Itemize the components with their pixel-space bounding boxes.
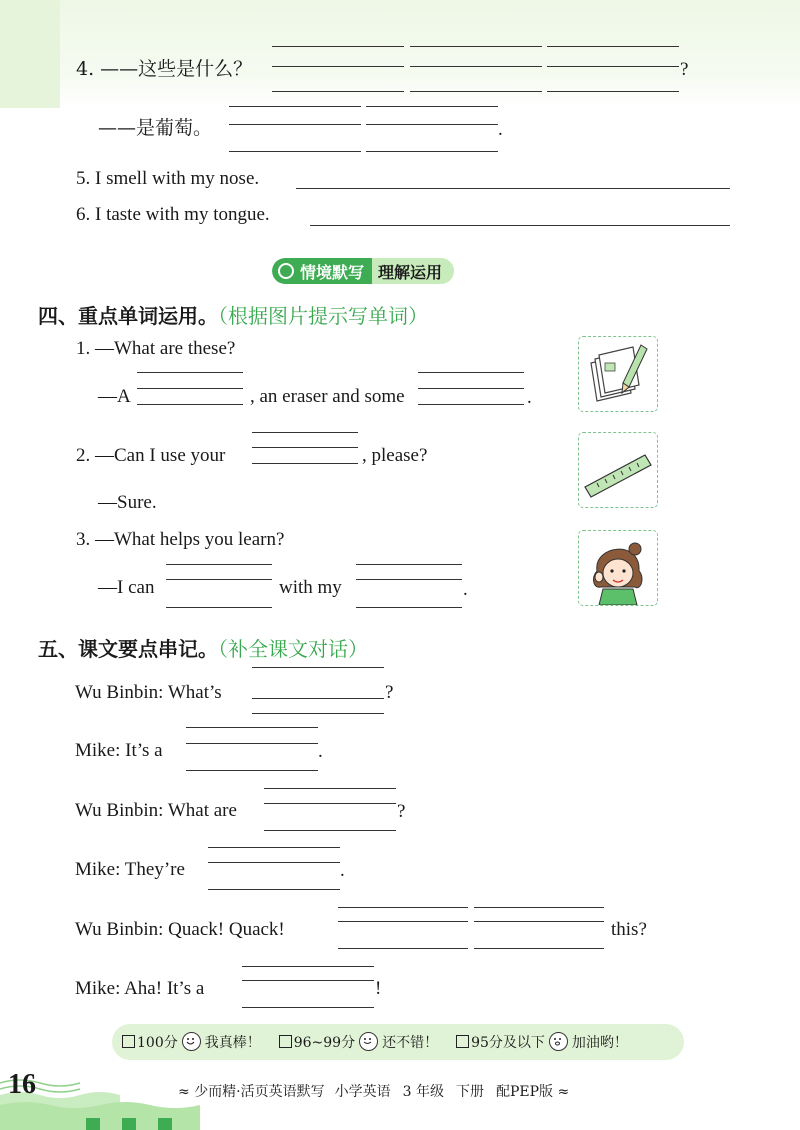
paper-pencil-picture xyxy=(578,336,658,412)
q6-text: 6. I taste with my tongue. xyxy=(76,204,270,225)
section4-heading xyxy=(38,300,428,329)
s4-q1-ans-prefix: —A xyxy=(98,386,131,407)
section5-title: 五、课文要点串记。 xyxy=(38,637,218,661)
s4-q2-answer: —Sure. xyxy=(98,492,157,513)
q6-answer-line[interactable] xyxy=(310,225,730,226)
s4-q3-ans-mid: with my xyxy=(279,577,342,598)
s4-q1-question: 1. —What are these? xyxy=(76,338,236,359)
page-number: 16 xyxy=(8,1069,36,1100)
paper-pencil-icon xyxy=(579,337,657,411)
section4-hint: （根据图片提示写单词） xyxy=(218,304,428,328)
footer-volume: 下册 xyxy=(456,1084,484,1100)
s4-q1-ans-end: . xyxy=(527,387,532,408)
s5-line-5-suffix: this? xyxy=(611,919,647,940)
footer-edition: 配PEP版 xyxy=(496,1084,554,1100)
q4-answer-prefix: ——是葡萄。 xyxy=(98,117,213,139)
score-item-3[interactable]: 95分及以下 加油哟！ xyxy=(456,1032,628,1052)
s5-line-2-suffix: . xyxy=(318,741,323,762)
s5-line-2-prefix: Mike: It’s a xyxy=(75,740,163,761)
section5-hint: （补全课文对话） xyxy=(218,637,368,661)
score-checkbox-2[interactable] xyxy=(279,1035,292,1048)
banner-label-b: 理解运用 xyxy=(378,262,443,282)
s5-line-4-prefix: Mike: They’re xyxy=(75,859,185,880)
s4-q3-ans-end: . xyxy=(463,579,468,600)
wave-left-icon: ≈ xyxy=(178,1084,195,1100)
smile-face-icon xyxy=(359,1032,378,1051)
footer-info xyxy=(178,1081,569,1101)
score-checkbox-3[interactable] xyxy=(456,1035,469,1048)
q4-prompt: 4. ——这些是什么？ xyxy=(76,58,253,80)
s5-line-3-prefix: Wu Binbin: What are xyxy=(75,800,237,821)
s5-line-3-suffix: ? xyxy=(397,801,406,822)
ruler-icon xyxy=(579,433,657,507)
s4-q2-question: 2. —Can I use your xyxy=(76,445,226,466)
s4-q3-question: 3. —What helps you learn? xyxy=(76,529,285,550)
footer-title: 少而精·活页英语默写 xyxy=(194,1084,325,1100)
section5-heading xyxy=(38,633,368,662)
s5-line-4-suffix: . xyxy=(340,860,345,881)
score-item-2[interactable]: 96~99分 还不错！ xyxy=(279,1032,438,1052)
q4-question-mark: ? xyxy=(680,59,689,80)
star-face-icon xyxy=(182,1032,201,1051)
self-assessment-bar xyxy=(112,1024,684,1060)
s4-q1-ans-mid: , an eraser and some xyxy=(250,386,405,407)
footer-grade: 3 年级 xyxy=(402,1084,444,1100)
q4-answer-end: . xyxy=(498,119,503,140)
girl-thinking-icon xyxy=(579,531,657,605)
girl-picture xyxy=(578,530,658,606)
banner-label-a: 情境默写 xyxy=(300,262,365,282)
s5-line-1-prefix: Wu Binbin: What’s xyxy=(75,682,222,703)
footer-subject: 小学英语 xyxy=(334,1084,391,1100)
s4-q2-question-end: , please? xyxy=(362,445,428,466)
s5-line-6-prefix: Mike: Aha! It’s a xyxy=(75,978,205,999)
s5-line-6-suffix: ! xyxy=(375,978,382,999)
score-checkbox-1[interactable] xyxy=(122,1035,135,1048)
section4-title: 四、重点单词运用。 xyxy=(38,304,218,328)
q5-answer-line[interactable] xyxy=(296,188,730,189)
page-footer xyxy=(0,1065,800,1130)
worried-face-icon xyxy=(549,1032,568,1051)
q5-text: 5. I smell with my nose. xyxy=(76,168,260,189)
ruler-picture xyxy=(578,432,658,508)
wave-right-icon: ≈ xyxy=(553,1084,570,1100)
score-item-1[interactable]: 100分 我真棒！ xyxy=(122,1032,261,1052)
section-banner xyxy=(272,258,454,284)
s5-line-5-prefix: Wu Binbin: Quack! Quack! xyxy=(75,919,285,940)
top-band-left xyxy=(0,0,60,108)
s5-line-1-suffix: ? xyxy=(385,682,394,703)
medal-icon xyxy=(278,263,294,279)
s4-q3-ans-prefix: —I can xyxy=(98,577,155,598)
